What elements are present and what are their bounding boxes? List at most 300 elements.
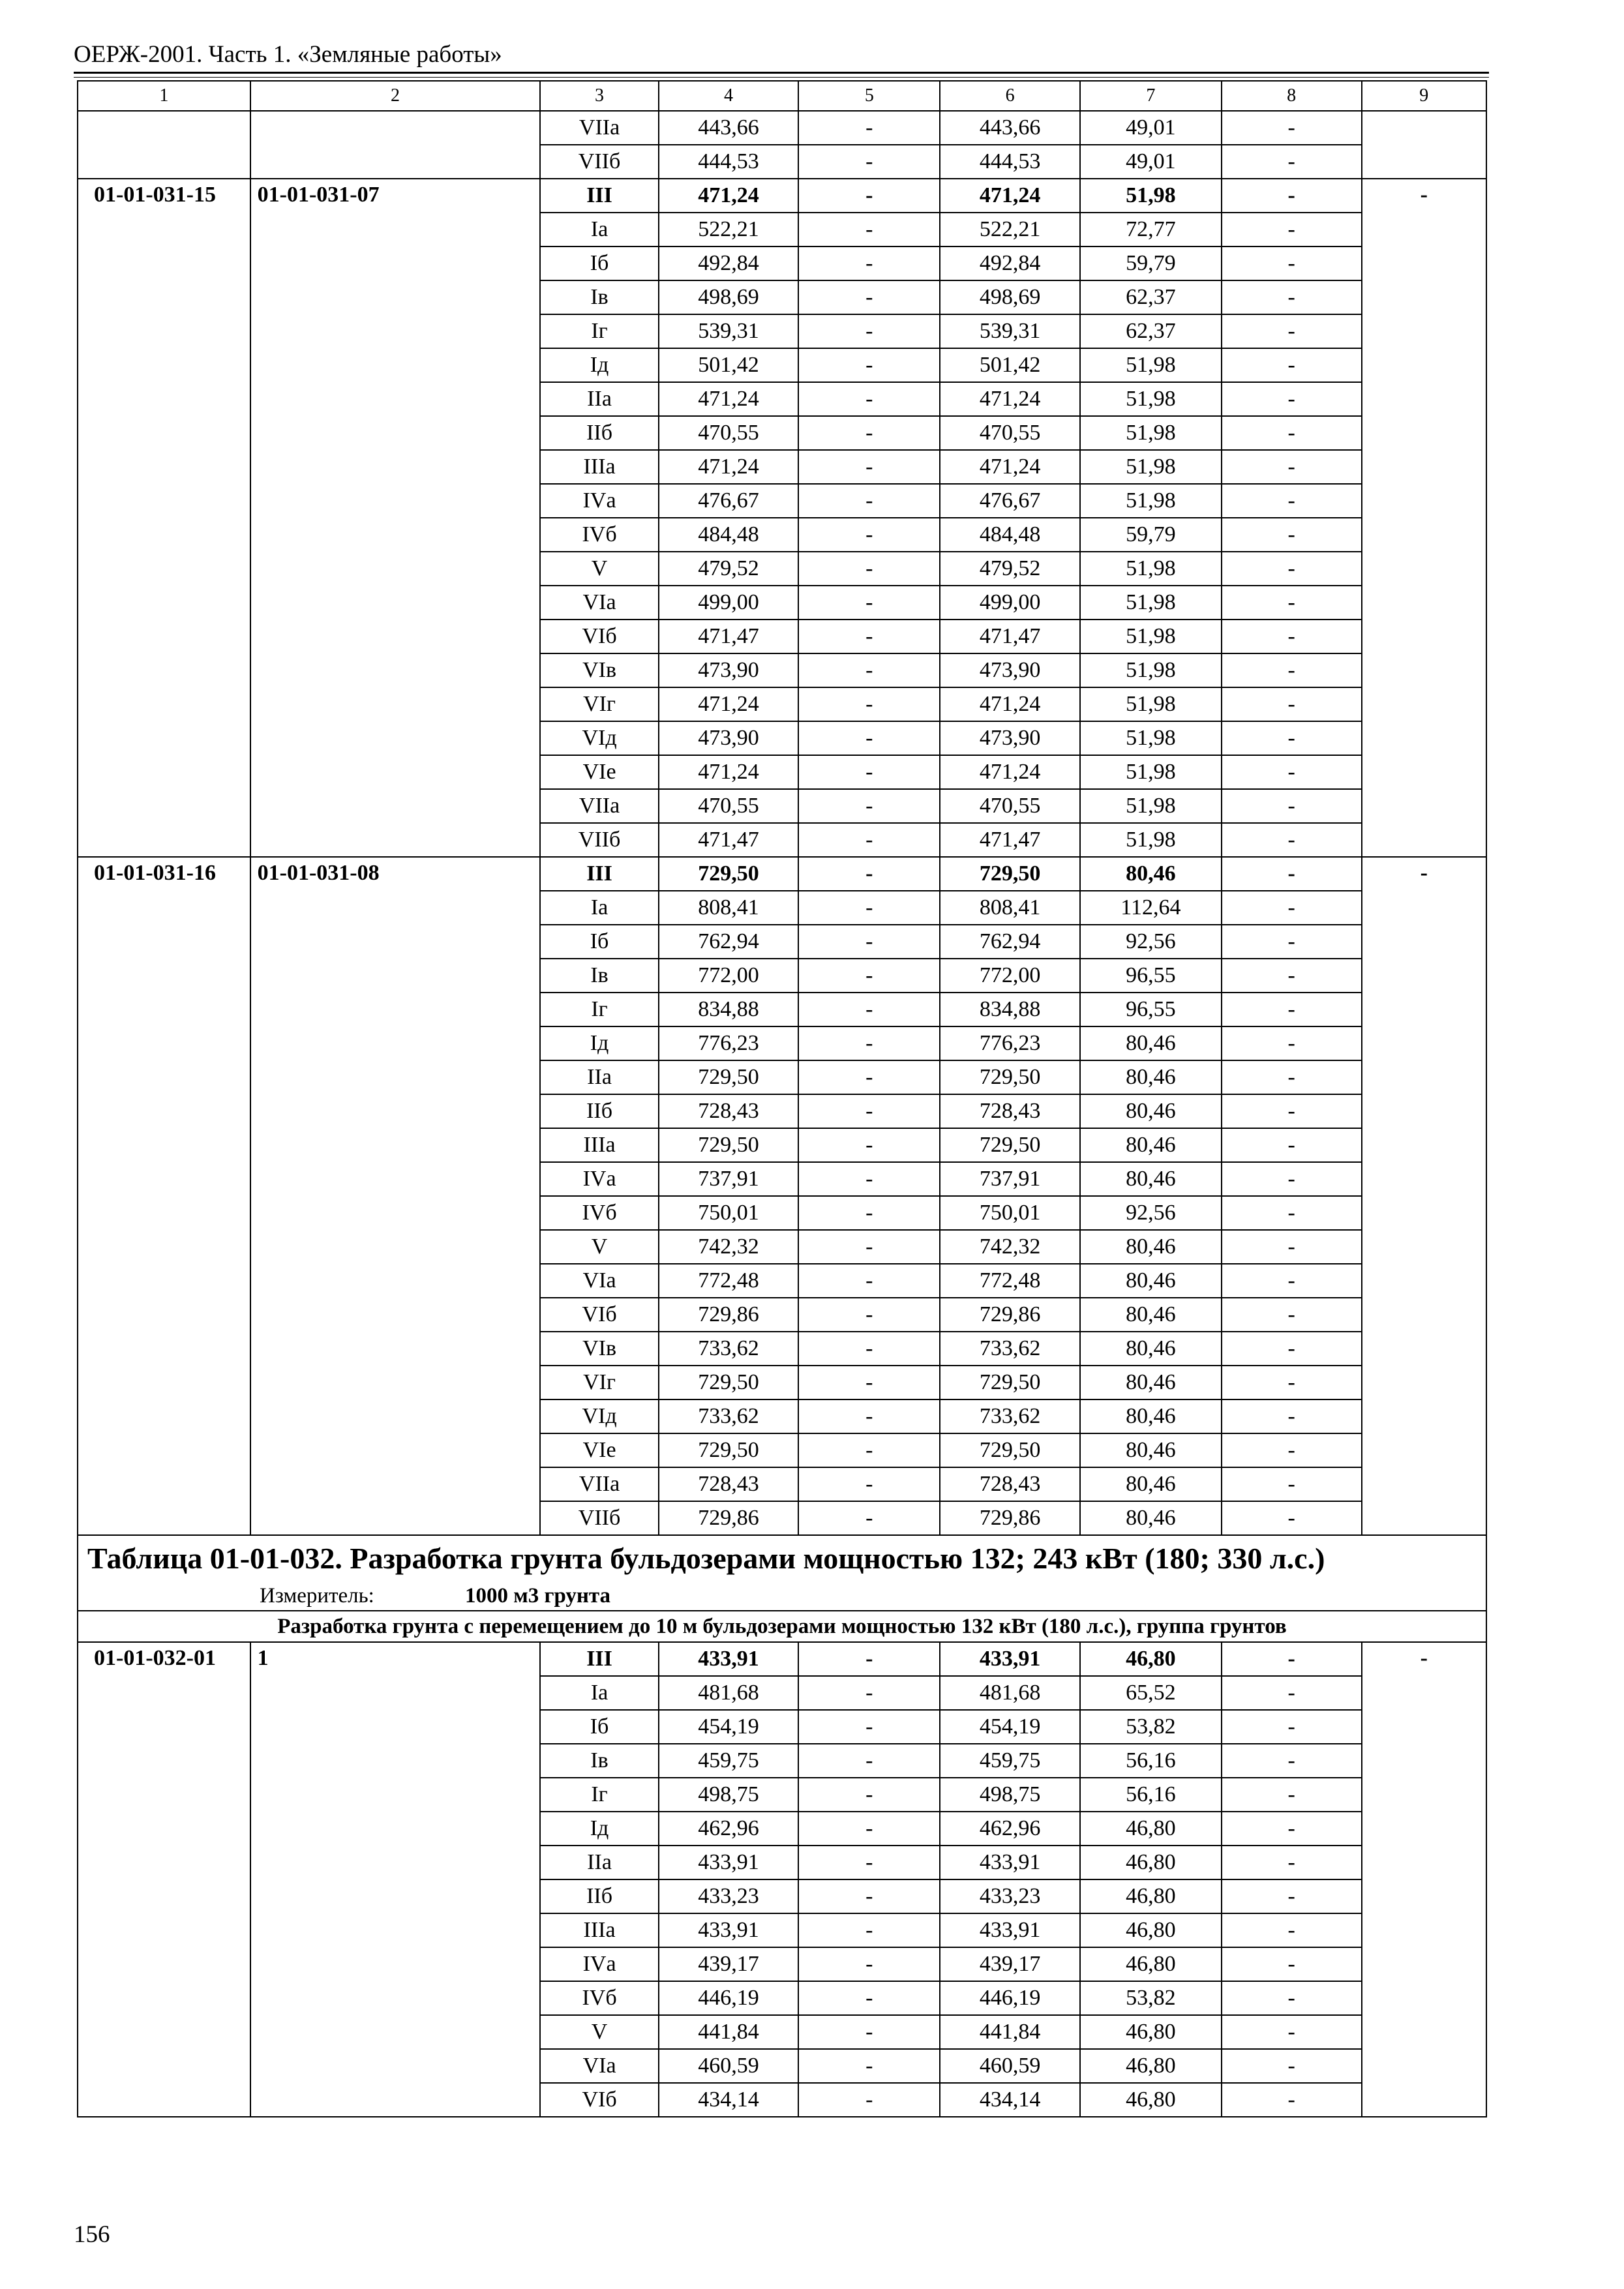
unit-label: Измеритель:	[260, 1584, 374, 1608]
labor-cost-cell: -	[798, 1433, 940, 1467]
soil-group-cell: Iв	[540, 1744, 658, 1778]
operator-wage-cell: 51,98	[1080, 823, 1222, 857]
soil-group-cell: V	[540, 2015, 658, 2049]
direct-cost-cell: 729,86	[659, 1298, 799, 1332]
direct-cost-cell: 459,75	[659, 1744, 799, 1778]
machine-cost-cell: 446,19	[940, 1981, 1080, 2015]
machine-cost-cell: 539,31	[940, 314, 1080, 348]
soil-group-cell: IVа	[540, 1947, 658, 1981]
operator-wage-cell: 59,79	[1080, 247, 1222, 280]
column-number: 8	[1222, 81, 1362, 111]
soil-group-cell: VIг	[540, 687, 658, 721]
operator-wage-cell: 80,46	[1080, 1399, 1222, 1433]
materials-cost-cell: -	[1222, 1846, 1362, 1879]
direct-cost-cell: 728,43	[659, 1094, 799, 1128]
operator-wage-cell: 80,46	[1080, 1501, 1222, 1535]
operator-wage-cell: 46,80	[1080, 1642, 1222, 1676]
soil-group-cell: VIIб	[540, 145, 658, 179]
header-rule	[74, 72, 1489, 74]
base-code-cell: 1	[250, 1642, 541, 2117]
labor-cost-cell: -	[798, 925, 940, 959]
operator-wage-cell: 59,79	[1080, 518, 1222, 552]
direct-cost-cell: 471,24	[659, 755, 799, 789]
unit-row	[78, 1581, 1486, 1611]
direct-cost-cell: 434,14	[659, 2083, 799, 2117]
labor-cost-cell: -	[798, 721, 940, 755]
soil-group-cell: IIIа	[540, 1913, 658, 1947]
soil-group-cell: IIа	[540, 1060, 658, 1094]
labor-cost-cell: -	[798, 1264, 940, 1298]
labor-cost-cell: -	[798, 1332, 940, 1366]
operator-wage-cell: 80,46	[1080, 1467, 1222, 1501]
operator-wage-cell: 80,46	[1080, 1433, 1222, 1467]
labor-cost-cell: -	[798, 1128, 940, 1162]
materials-cost-cell: -	[1222, 857, 1362, 891]
materials-cost-cell: -	[1222, 1778, 1362, 1812]
direct-cost-cell: 499,00	[659, 586, 799, 620]
soil-group-cell: Iб	[540, 1710, 658, 1744]
operator-wage-cell: 80,46	[1080, 1230, 1222, 1264]
machine-cost-cell: 522,21	[940, 213, 1080, 247]
machine-cost-cell: 481,68	[940, 1676, 1080, 1710]
operator-wage-cell: 51,98	[1080, 484, 1222, 518]
operator-wage-cell: 92,56	[1080, 925, 1222, 959]
table-row	[78, 1642, 1486, 1676]
direct-cost-cell: 728,43	[659, 1467, 799, 1501]
machine-cost-cell: 471,24	[940, 450, 1080, 484]
labor-cost-cell: -	[798, 382, 940, 416]
operator-wage-cell: 51,98	[1080, 382, 1222, 416]
materials-cost-cell: -	[1222, 1060, 1362, 1094]
machine-cost-cell: 471,47	[940, 823, 1080, 857]
operator-wage-cell: 46,80	[1080, 1913, 1222, 1947]
materials-cost-cell: -	[1222, 653, 1362, 687]
materials-cost-cell: -	[1222, 314, 1362, 348]
labor-cost-cell: -	[798, 348, 940, 382]
labor-cost-cell: -	[798, 687, 940, 721]
materials-cost-cell: -	[1222, 925, 1362, 959]
labor-hours-cell: -	[1362, 857, 1486, 1535]
labor-cost-cell: -	[798, 1094, 940, 1128]
materials-cost-cell: -	[1222, 1128, 1362, 1162]
direct-cost-cell: 471,24	[659, 382, 799, 416]
materials-cost-cell: -	[1222, 1710, 1362, 1744]
operator-wage-cell: 56,16	[1080, 1744, 1222, 1778]
direct-cost-cell: 439,17	[659, 1947, 799, 1981]
soil-group-cell: IIб	[540, 416, 658, 450]
materials-cost-cell: -	[1222, 620, 1362, 653]
machine-cost-cell: 433,91	[940, 1913, 1080, 1947]
operator-wage-cell: 49,01	[1080, 145, 1222, 179]
materials-cost-cell: -	[1222, 755, 1362, 789]
labor-cost-cell: -	[798, 213, 940, 247]
labor-hours-cell: -	[1362, 1642, 1486, 2117]
machine-cost-cell: 729,50	[940, 1433, 1080, 1467]
machine-cost-cell: 729,50	[940, 1128, 1080, 1162]
machine-cost-cell: 733,62	[940, 1332, 1080, 1366]
direct-cost-cell: 772,48	[659, 1264, 799, 1298]
labor-cost-cell: -	[798, 653, 940, 687]
operator-wage-cell: 46,80	[1080, 1947, 1222, 1981]
soil-group-cell: Iг	[540, 314, 658, 348]
direct-cost-cell: 433,91	[659, 1846, 799, 1879]
machine-cost-cell: 443,66	[940, 111, 1080, 145]
materials-cost-cell: -	[1222, 552, 1362, 586]
operator-wage-cell: 51,98	[1080, 755, 1222, 789]
column-number: 9	[1362, 81, 1486, 111]
direct-cost-cell: 471,47	[659, 823, 799, 857]
labor-cost-cell: -	[798, 314, 940, 348]
materials-cost-cell: -	[1222, 1433, 1362, 1467]
machine-cost-cell: 479,52	[940, 552, 1080, 586]
direct-cost-cell: 522,21	[659, 213, 799, 247]
soil-group-cell: IVб	[540, 1196, 658, 1230]
labor-cost-cell: -	[798, 891, 940, 925]
direct-cost-cell: 454,19	[659, 1710, 799, 1744]
machine-cost-cell: 808,41	[940, 891, 1080, 925]
machine-cost-cell: 439,17	[940, 1947, 1080, 1981]
operator-wage-cell: 51,98	[1080, 552, 1222, 586]
machine-cost-cell: 470,55	[940, 416, 1080, 450]
labor-cost-cell: -	[798, 993, 940, 1026]
materials-cost-cell: -	[1222, 2015, 1362, 2049]
soil-group-cell: VIе	[540, 755, 658, 789]
machine-cost-cell: 762,94	[940, 925, 1080, 959]
materials-cost-cell: -	[1222, 1298, 1362, 1332]
materials-cost-cell: -	[1222, 145, 1362, 179]
direct-cost-cell: 433,91	[659, 1642, 799, 1676]
labor-cost-cell: -	[798, 1026, 940, 1060]
direct-cost-cell: 473,90	[659, 721, 799, 755]
soil-group-cell: V	[540, 1230, 658, 1264]
column-number: 5	[798, 81, 940, 111]
materials-cost-cell: -	[1222, 1366, 1362, 1399]
soil-group-cell: VIIа	[540, 1467, 658, 1501]
machine-cost-cell: 459,75	[940, 1744, 1080, 1778]
operator-wage-cell: 112,64	[1080, 891, 1222, 925]
machine-cost-cell: 434,14	[940, 2083, 1080, 2117]
soil-group-cell: Iд	[540, 1026, 658, 1060]
operator-wage-cell: 53,82	[1080, 1710, 1222, 1744]
materials-cost-cell: -	[1222, 891, 1362, 925]
operator-wage-cell: 51,98	[1080, 620, 1222, 653]
machine-cost-cell: 498,75	[940, 1778, 1080, 1812]
machine-cost-cell: 772,00	[940, 959, 1080, 993]
direct-cost-cell: 729,50	[659, 1366, 799, 1399]
labor-cost-cell: -	[798, 484, 940, 518]
labor-cost-cell: -	[798, 1676, 940, 1710]
materials-cost-cell: -	[1222, 1399, 1362, 1433]
soil-group-cell: VIг	[540, 1366, 658, 1399]
materials-cost-cell: -	[1222, 484, 1362, 518]
machine-cost-cell: 750,01	[940, 1196, 1080, 1230]
direct-cost-cell: 479,52	[659, 552, 799, 586]
operator-wage-cell: 49,01	[1080, 111, 1222, 145]
materials-cost-cell: -	[1222, 1676, 1362, 1710]
soil-group-cell: Iв	[540, 280, 658, 314]
operator-wage-cell: 46,80	[1080, 1812, 1222, 1846]
column-number: 7	[1080, 81, 1222, 111]
soil-group-cell: Iв	[540, 959, 658, 993]
labor-hours-cell: -	[1362, 179, 1486, 857]
section-subtitle-row	[78, 1611, 1486, 1642]
base-code-cell: 01-01-031-07	[250, 179, 541, 857]
soil-group-cell: III	[540, 1642, 658, 1676]
machine-cost-cell: 473,90	[940, 653, 1080, 687]
labor-cost-cell: -	[798, 2083, 940, 2117]
materials-cost-cell: -	[1222, 179, 1362, 213]
direct-cost-cell: 729,50	[659, 1060, 799, 1094]
soil-group-cell: IIб	[540, 1879, 658, 1913]
materials-cost-cell: -	[1222, 1812, 1362, 1846]
direct-cost-cell: 460,59	[659, 2049, 799, 2083]
materials-cost-cell: -	[1222, 789, 1362, 823]
labor-cost-cell: -	[798, 1501, 940, 1535]
soil-group-cell: IVб	[540, 518, 658, 552]
materials-cost-cell: -	[1222, 2049, 1362, 2083]
labor-cost-cell: -	[798, 755, 940, 789]
materials-cost-cell: -	[1222, 2083, 1362, 2117]
operator-wage-cell: 80,46	[1080, 1298, 1222, 1332]
labor-cost-cell: -	[798, 1812, 940, 1846]
labor-cost-cell: -	[798, 145, 940, 179]
direct-cost-cell: 446,19	[659, 1981, 799, 2015]
machine-cost-cell: 729,50	[940, 857, 1080, 891]
soil-group-cell: IIа	[540, 1846, 658, 1879]
soil-group-cell: VIд	[540, 721, 658, 755]
soil-group-cell: III	[540, 179, 658, 213]
materials-cost-cell: -	[1222, 382, 1362, 416]
operator-wage-cell: 80,46	[1080, 1264, 1222, 1298]
materials-cost-cell: -	[1222, 1026, 1362, 1060]
direct-cost-cell: 501,42	[659, 348, 799, 382]
machine-cost-cell: 728,43	[940, 1467, 1080, 1501]
column-number: 3	[540, 81, 658, 111]
direct-cost-cell: 481,68	[659, 1676, 799, 1710]
operator-wage-cell: 92,56	[1080, 1196, 1222, 1230]
labor-cost-cell: -	[798, 1642, 940, 1676]
soil-group-cell: IVа	[540, 1162, 658, 1196]
labor-cost-cell: -	[798, 857, 940, 891]
machine-cost-cell: 433,91	[940, 1846, 1080, 1879]
operator-wage-cell: 51,98	[1080, 179, 1222, 213]
direct-cost-cell: 733,62	[659, 1332, 799, 1366]
operator-wage-cell: 51,98	[1080, 416, 1222, 450]
materials-cost-cell: -	[1222, 213, 1362, 247]
materials-cost-cell: -	[1222, 687, 1362, 721]
machine-cost-cell: 499,00	[940, 586, 1080, 620]
operator-wage-cell: 46,80	[1080, 2049, 1222, 2083]
operator-wage-cell: 51,98	[1080, 450, 1222, 484]
machine-cost-cell: 729,86	[940, 1298, 1080, 1332]
materials-cost-cell: -	[1222, 1501, 1362, 1535]
labor-cost-cell: -	[798, 1366, 940, 1399]
operator-wage-cell: 56,16	[1080, 1778, 1222, 1812]
materials-cost-cell: -	[1222, 518, 1362, 552]
direct-cost-cell: 772,00	[659, 959, 799, 993]
labor-cost-cell: -	[798, 1399, 940, 1433]
machine-cost-cell: 772,48	[940, 1264, 1080, 1298]
soil-group-cell: IIIа	[540, 1128, 658, 1162]
materials-cost-cell: -	[1222, 247, 1362, 280]
soil-group-cell: VIб	[540, 2083, 658, 2117]
rate-code-cell: 01-01-031-16	[78, 857, 250, 1535]
page-header: ОЕРЖ-2001. Часть 1. «Земляные работы»	[74, 41, 502, 68]
machine-cost-cell: 501,42	[940, 348, 1080, 382]
labor-cost-cell: -	[798, 1710, 940, 1744]
soil-group-cell: Iб	[540, 925, 658, 959]
table-row	[78, 179, 1486, 213]
labor-cost-cell: -	[798, 2015, 940, 2049]
labor-cost-cell: -	[798, 823, 940, 857]
soil-group-cell: VIа	[540, 586, 658, 620]
unit-value: 1000 м3 грунта	[465, 1584, 611, 1608]
materials-cost-cell: -	[1222, 1744, 1362, 1778]
machine-cost-cell: 498,69	[940, 280, 1080, 314]
table-title: Таблица 01-01-032. Разработка грунта бульдозерами мощностью 132; 243 кВт (180; 330 л.с.)	[78, 1535, 1486, 1581]
soil-group-cell: IVа	[540, 484, 658, 518]
labor-cost-cell: -	[798, 1467, 940, 1501]
materials-cost-cell: -	[1222, 721, 1362, 755]
direct-cost-cell: 729,50	[659, 857, 799, 891]
direct-cost-cell: 729,50	[659, 1433, 799, 1467]
labor-cost-cell: -	[798, 1913, 940, 1947]
soil-group-cell: VIе	[540, 1433, 658, 1467]
soil-group-cell: Iа	[540, 1676, 658, 1710]
labor-cost-cell: -	[798, 959, 940, 993]
labor-cost-cell: -	[798, 552, 940, 586]
operator-wage-cell: 80,46	[1080, 1094, 1222, 1128]
direct-cost-cell: 471,24	[659, 450, 799, 484]
direct-cost-cell: 834,88	[659, 993, 799, 1026]
operator-wage-cell: 80,46	[1080, 1026, 1222, 1060]
base-code-cell	[250, 111, 541, 179]
materials-cost-cell: -	[1222, 111, 1362, 145]
materials-cost-cell: -	[1222, 1264, 1362, 1298]
direct-cost-cell: 776,23	[659, 1026, 799, 1060]
direct-cost-cell: 471,47	[659, 620, 799, 653]
direct-cost-cell: 737,91	[659, 1162, 799, 1196]
operator-wage-cell: 72,77	[1080, 213, 1222, 247]
direct-cost-cell: 433,23	[659, 1879, 799, 1913]
direct-cost-cell: 539,31	[659, 314, 799, 348]
soil-group-cell: VIб	[540, 620, 658, 653]
materials-cost-cell: -	[1222, 959, 1362, 993]
direct-cost-cell: 473,90	[659, 653, 799, 687]
machine-cost-cell: 433,23	[940, 1879, 1080, 1913]
direct-cost-cell: 492,84	[659, 247, 799, 280]
materials-cost-cell: -	[1222, 1230, 1362, 1264]
soil-group-cell: VIв	[540, 1332, 658, 1366]
materials-cost-cell: -	[1222, 1162, 1362, 1196]
operator-wage-cell: 80,46	[1080, 1162, 1222, 1196]
soil-group-cell: Iд	[540, 1812, 658, 1846]
column-number: 4	[659, 81, 799, 111]
direct-cost-cell: 498,75	[659, 1778, 799, 1812]
unit-cell	[78, 1581, 1486, 1611]
operator-wage-cell: 46,80	[1080, 1846, 1222, 1879]
labor-cost-cell: -	[798, 111, 940, 145]
column-number: 2	[250, 81, 541, 111]
materials-cost-cell: -	[1222, 450, 1362, 484]
machine-cost-cell: 776,23	[940, 1026, 1080, 1060]
soil-group-cell: VIа	[540, 1264, 658, 1298]
machine-cost-cell: 473,90	[940, 721, 1080, 755]
rate-code-cell: 01-01-031-15	[78, 179, 250, 857]
soil-group-cell: VIIа	[540, 111, 658, 145]
machine-cost-cell: 733,62	[940, 1399, 1080, 1433]
soil-group-cell: IIб	[540, 1094, 658, 1128]
materials-cost-cell: -	[1222, 416, 1362, 450]
machine-cost-cell: 471,24	[940, 687, 1080, 721]
machine-cost-cell: 728,43	[940, 1094, 1080, 1128]
direct-cost-cell: 444,53	[659, 145, 799, 179]
direct-cost-cell: 470,55	[659, 416, 799, 450]
operator-wage-cell: 46,80	[1080, 2015, 1222, 2049]
direct-cost-cell: 433,91	[659, 1913, 799, 1947]
labor-cost-cell: -	[798, 586, 940, 620]
page-number: 156	[74, 2221, 110, 2248]
operator-wage-cell: 80,46	[1080, 1366, 1222, 1399]
operator-wage-cell: 96,55	[1080, 959, 1222, 993]
direct-cost-cell: 762,94	[659, 925, 799, 959]
operator-wage-cell: 80,46	[1080, 1060, 1222, 1094]
materials-cost-cell: -	[1222, 1332, 1362, 1366]
operator-wage-cell: 51,98	[1080, 348, 1222, 382]
operator-wage-cell: 51,98	[1080, 721, 1222, 755]
materials-cost-cell: -	[1222, 1879, 1362, 1913]
labor-cost-cell: -	[798, 1879, 940, 1913]
direct-cost-cell: 808,41	[659, 891, 799, 925]
soil-group-cell: VIв	[540, 653, 658, 687]
machine-cost-cell: 444,53	[940, 145, 1080, 179]
labor-cost-cell: -	[798, 1230, 940, 1264]
soil-group-cell: Iа	[540, 213, 658, 247]
direct-cost-cell: 476,67	[659, 484, 799, 518]
base-code-cell: 01-01-031-08	[250, 857, 541, 1535]
machine-cost-cell: 471,24	[940, 179, 1080, 213]
labor-cost-cell: -	[798, 1060, 940, 1094]
machine-cost-cell: 729,86	[940, 1501, 1080, 1535]
direct-cost-cell: 750,01	[659, 1196, 799, 1230]
labor-cost-cell: -	[798, 247, 940, 280]
machine-cost-cell: 454,19	[940, 1710, 1080, 1744]
table-title-row	[78, 1535, 1486, 1581]
machine-cost-cell: 470,55	[940, 789, 1080, 823]
soil-group-cell: Iб	[540, 247, 658, 280]
soil-group-cell: III	[540, 857, 658, 891]
labor-cost-cell: -	[798, 518, 940, 552]
soil-group-cell: VIIа	[540, 789, 658, 823]
operator-wage-cell: 62,37	[1080, 280, 1222, 314]
machine-cost-cell: 737,91	[940, 1162, 1080, 1196]
soil-group-cell: Iд	[540, 348, 658, 382]
direct-cost-cell: 742,32	[659, 1230, 799, 1264]
materials-cost-cell: -	[1222, 1913, 1362, 1947]
machine-cost-cell: 462,96	[940, 1812, 1080, 1846]
materials-cost-cell: -	[1222, 1947, 1362, 1981]
labor-cost-cell: -	[798, 179, 940, 213]
materials-cost-cell: -	[1222, 1642, 1362, 1676]
machine-cost-cell: 460,59	[940, 2049, 1080, 2083]
rate-code-cell: 01-01-032-01	[78, 1642, 250, 2117]
machine-cost-cell: 476,67	[940, 484, 1080, 518]
labor-cost-cell: -	[798, 1947, 940, 1981]
direct-cost-cell: 470,55	[659, 789, 799, 823]
operator-wage-cell: 65,52	[1080, 1676, 1222, 1710]
materials-cost-cell: -	[1222, 1981, 1362, 2015]
materials-cost-cell: -	[1222, 823, 1362, 857]
